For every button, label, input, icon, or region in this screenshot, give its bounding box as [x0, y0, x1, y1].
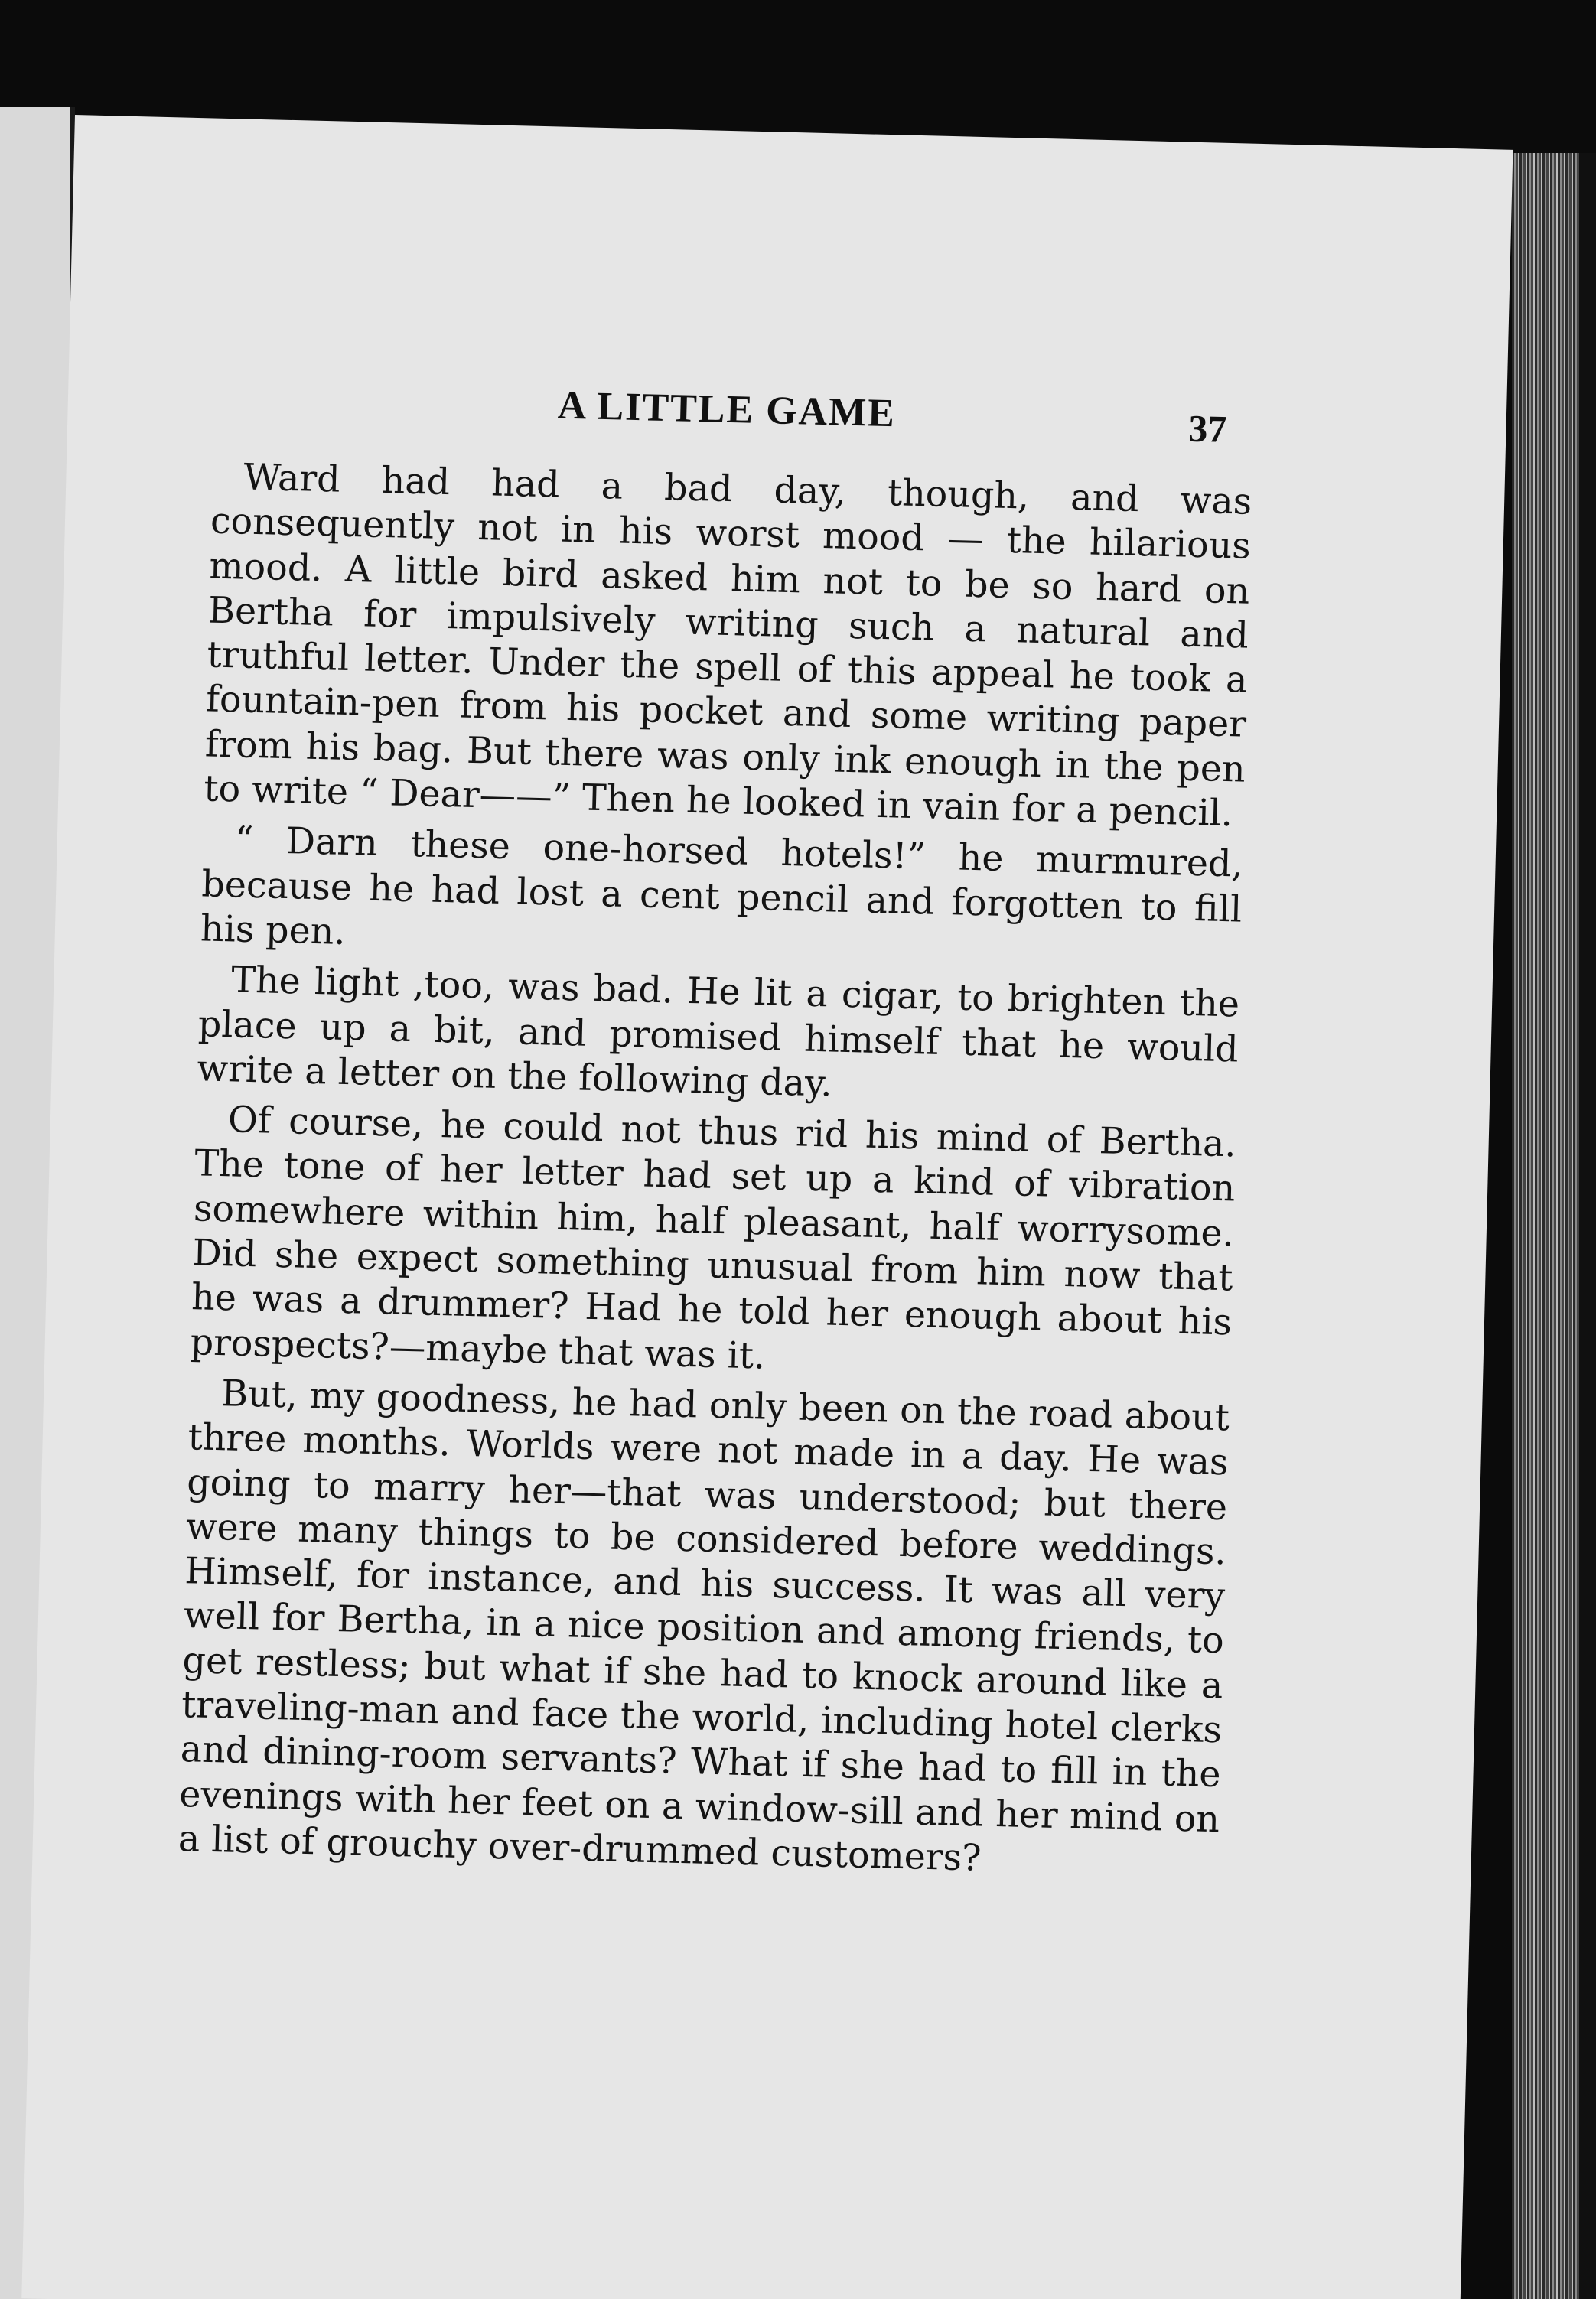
paragraph: “ Darn these one-horsed hotels!” he murmured, because he had lost a cent pencil and forgotten to fill his pen. [200, 819, 1244, 953]
page-header [67, 371, 1506, 467]
paragraph: The light ,too, was bad. He lit a cigar, to brighten the place up a bit, and promised himself that he would write a letter on the following day. [196, 959, 1240, 1106]
paragraph: But, my goodness, he had only been on the road about three months. Worlds were not made in a day. He was going to marry her—that was understood; but there were many things to be considered before weddings. Himself, for instance, and his success. It was all very well for Bertha, in a nice position and among friends, to get restless; but what if she had to knock around like a traveling-man and face the world, including hotel clerks and dining-room servants? What if she had to fill in the evenings with her feet on a window-sill and her mind on a list of grouchy over-drummed customers? [178, 1373, 1230, 1880]
paragraph: Of course, he could not thus rid his mind of Bertha. The tone of her letter had set up a kind of vibration somewhere within him, half pleasant, half worrysome. Did she expect something unusual from him now that he was a drummer? Had he told her enough about his prospects?—maybe that was it. [190, 1099, 1237, 1378]
running-head: A LITTLE GAME [557, 383, 897, 436]
page-number: 37 [1187, 406, 1228, 451]
book-page [21, 115, 1513, 2299]
book-cover-edge [1579, 153, 1596, 2299]
paragraph: Ward had had a bad day, though, and was consequently not in his worst mood — the hilarious mood. A little bird asked him not to be so hard on Bertha for impulsively writing such a natural and truthful letter. Under the spell of this appeal he took a fountain-pen from his pocket and some writing paper from his bag. But there was only ink enough in the pen to write “ Dear——” Then he looked in vain for a pencil. [203, 456, 1252, 835]
body-text [178, 455, 1252, 1894]
